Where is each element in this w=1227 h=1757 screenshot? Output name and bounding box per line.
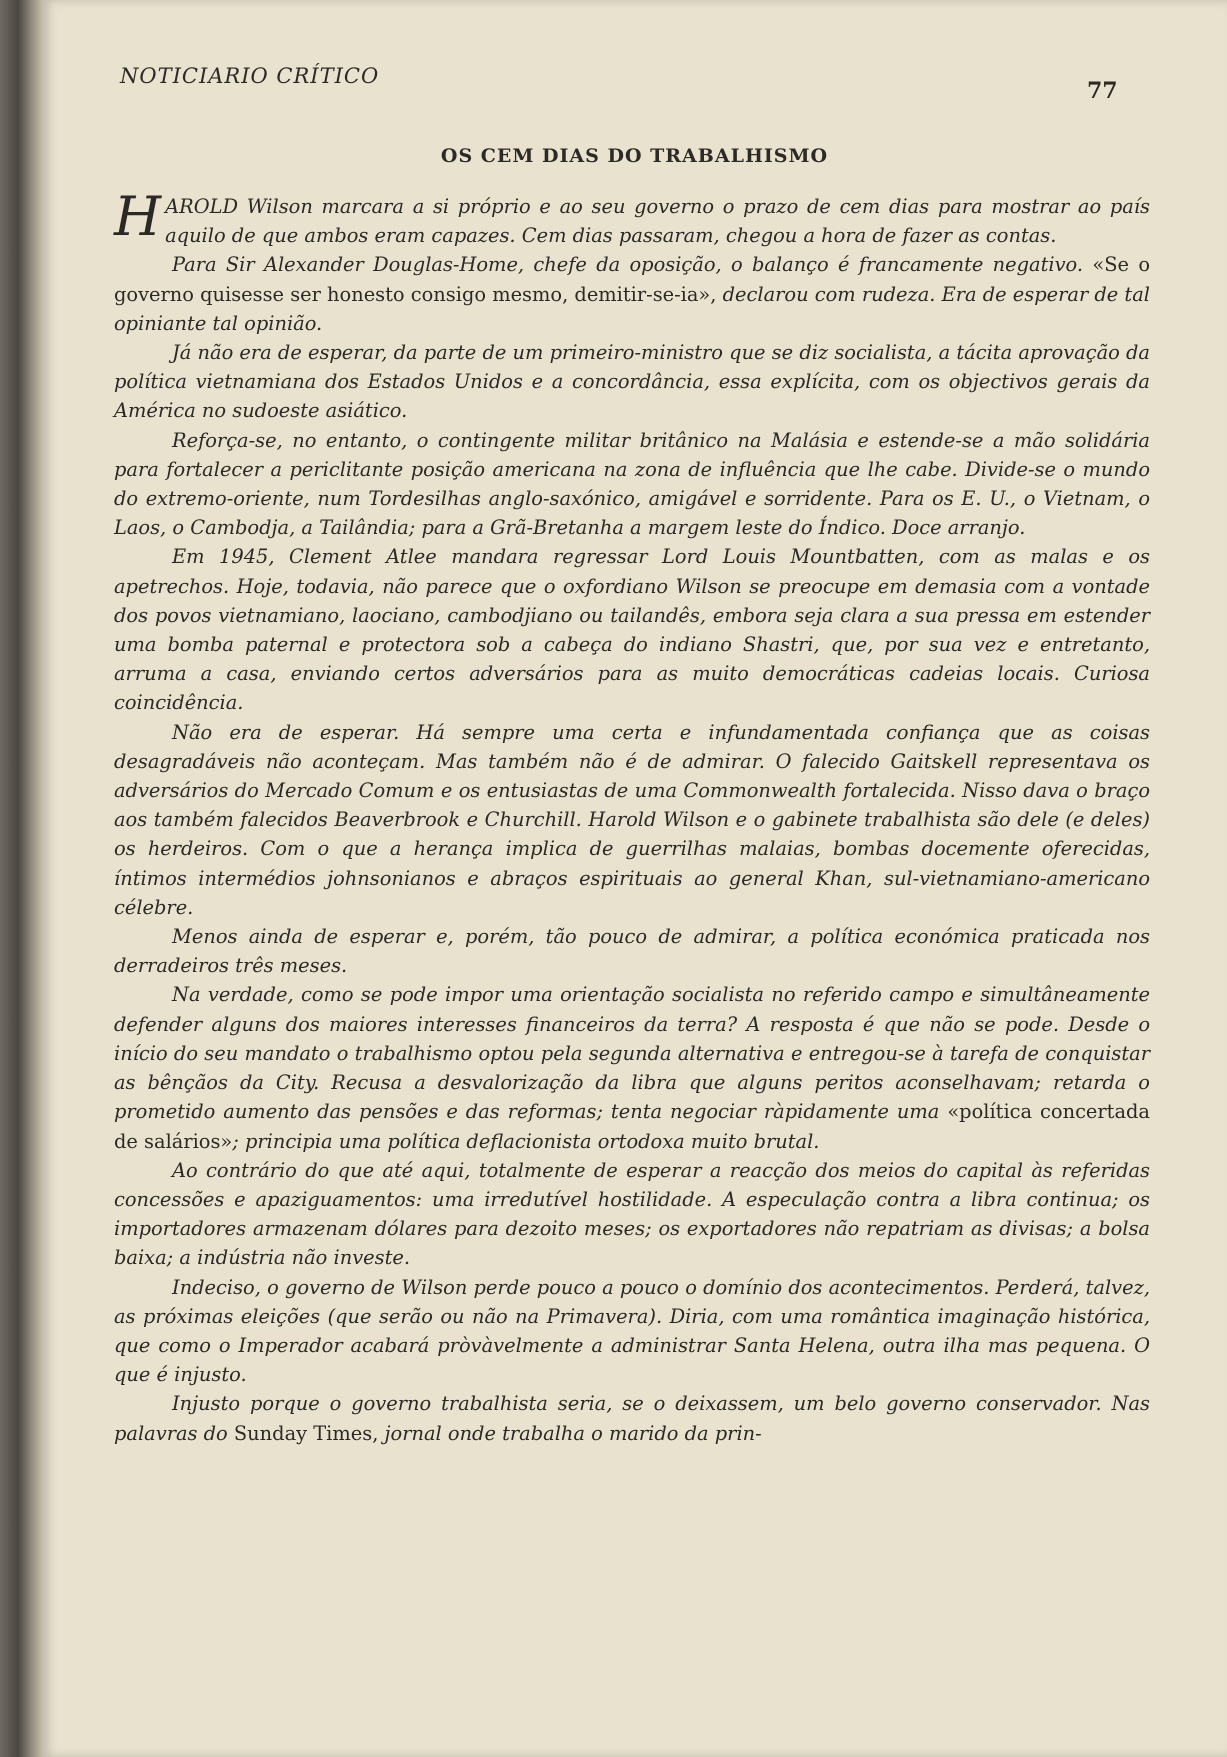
paragraph-text: declarou com rudeza. Era de esperar de tal opiniante tal opinião. — [114, 282, 1150, 335]
page-number: 77 — [1087, 78, 1118, 104]
quotation: «Se o governo quisesse ser honesto consigo mesmo, demitir-se-ia», — [114, 253, 1150, 306]
paragraph-text: AROLD Wilson marcara a si próprio e ao seu governo o prazo de cem dias para mostrar ao país aquilo de que ambos eram capazes. Cem dias passaram, chegou a hora de fazer as contas. — [165, 195, 1150, 248]
book-spine — [0, 0, 42, 1757]
paragraph-11 — [114, 1389, 1150, 1447]
paragraph-4: Reforça-se, no entanto, o contingente militar britânico na Malásia e estende-se a mão solidária para fortalecer a periclitante posição americana na zona de influência que lhe cabe. Divide-se o mundo do extremo-oriente, num Tordesilhas anglo-saxónico, amigável e sorridente. Para os E. U., o Vietnam, o Laos, o Cambodja, a Tailândia; para a Grã-Bretanha a margem leste do Índico. Doce arranjo. — [114, 428, 1150, 540]
paragraph-text: Para Sir Alexander Douglas-Home, chefe da oposição, o balanço é francamente negativo. — [172, 253, 1093, 277]
paragraph-8 — [114, 980, 1150, 1155]
running-head: NOTICIARIO CRÍTICO — [120, 64, 380, 88]
paragraph-9: Ao contrário do que até aqui, totalmente de esperar a reacção dos meios do capital às referidas concessões e apaziguamentos: uma irredutível hostilidade. A especulação contra a libra continua; os importadores armazenam dólares para dezoito meses; os exportadores não repatriam as divisas; a bolsa baixa; a indústria não investe. — [114, 1158, 1150, 1270]
article-body — [114, 185, 1150, 1448]
paragraph-10: Indeciso, o governo de Wilson perde pouco a pouco o domínio dos acontecimentos. Perderá, talvez, as próximas eleições (que serão ou não na Primavera). Diria, com uma romântica imaginação histórica, que como o Imperador acabará pròvàvelmente a administrar Santa Helena, outra ilha mas pequena. O que é injusto. — [114, 1275, 1150, 1387]
paragraph-1 — [114, 185, 1150, 250]
paragraph-5: Em 1945, Clement Atlee mandara regressar Lord Louis Mountbatten, com as malas e os apetrechos. Hoje, todavia, não parece que o oxfordiano Wilson se preocupe em demasia com a vontade dos povos vietnamiano, laociano, cambodjiano ou tailandês, embora seja clara a sua pressa em estender uma bomba paternal e protectora sob a cabeça do indiano Shastri, que, por sua vez e entretanto, arruma a casa, enviando certos adversários para as muito democráticas cadeias locais. Curiosa coincidência. — [114, 545, 1150, 715]
newspaper-name: Sunday Times, — [233, 1421, 379, 1445]
paragraph-text: jornal onde trabalha o marido da prin- — [378, 1421, 762, 1445]
paragraph-6: Não era de esperar. Há sempre uma certa e infundamentada confiança que as coisas desagradáveis não aconteçam. Mas também não é de admirar. O falecido Gaitskell representava os adversários do Mercado Comum e os entusiastas de uma Commonwealth fortalecida. Nisso dava o braço aos também falecidos Beaverbrook e Churchill. Harold Wilson e o gabinete trabalhista são dele (e deles) os herdeiros. Com o que a herança implica de guerrilhas malaias, bombas docemente oferecidas, íntimos intermédios johnsonianos e abraços espirituais ao general Khan, sul-vietnamiano-americano célebre. — [114, 720, 1150, 919]
paragraph-text: ; principia uma política deflacionista ortodoxa muito brutal. — [232, 1129, 820, 1153]
quotation: «política concertada de salários» — [114, 1100, 1150, 1153]
drop-cap: H — [114, 185, 162, 248]
paragraph-2 — [114, 250, 1150, 338]
paragraph-7: Menos ainda de esperar e, porém, tão pouco de admirar, a política económica praticada nos derradeiros três meses. — [114, 925, 1150, 978]
paragraph-3: Já não era de esperar, da parte de um primeiro-ministro que se diz socialista, a tácita aprovação da política vietnamiana dos Estados Unidos e a concordância, essa explícita, com os objectivos gerais da América no sudoeste asiático. — [114, 341, 1150, 423]
article-title: OS CEM DIAS DO TRABALHISMO — [440, 145, 829, 167]
book-page — [42, 0, 1227, 1757]
paragraph-text: Injusto porque o governo trabalhista seria, se o deixassem, um belo governo conservador. Nas palavras do — [114, 1392, 1150, 1445]
paragraph-text: Na verdade, como se pode impor uma orientação socialista no referido campo e simultâneamente defender alguns dos maiores interesses financeiros da terra? A resposta é que não se pode. Desde o início do seu mandato o trabalhismo optou pela segunda alternativa e entregou-se à tarefa de conquistar as bênçãos da City. Recusa a desvalorização da libra que alguns peritos aconselhavam; retarda o prometido aumento das pensões e das reformas; tenta negociar ràpidamente uma — [114, 983, 1150, 1124]
